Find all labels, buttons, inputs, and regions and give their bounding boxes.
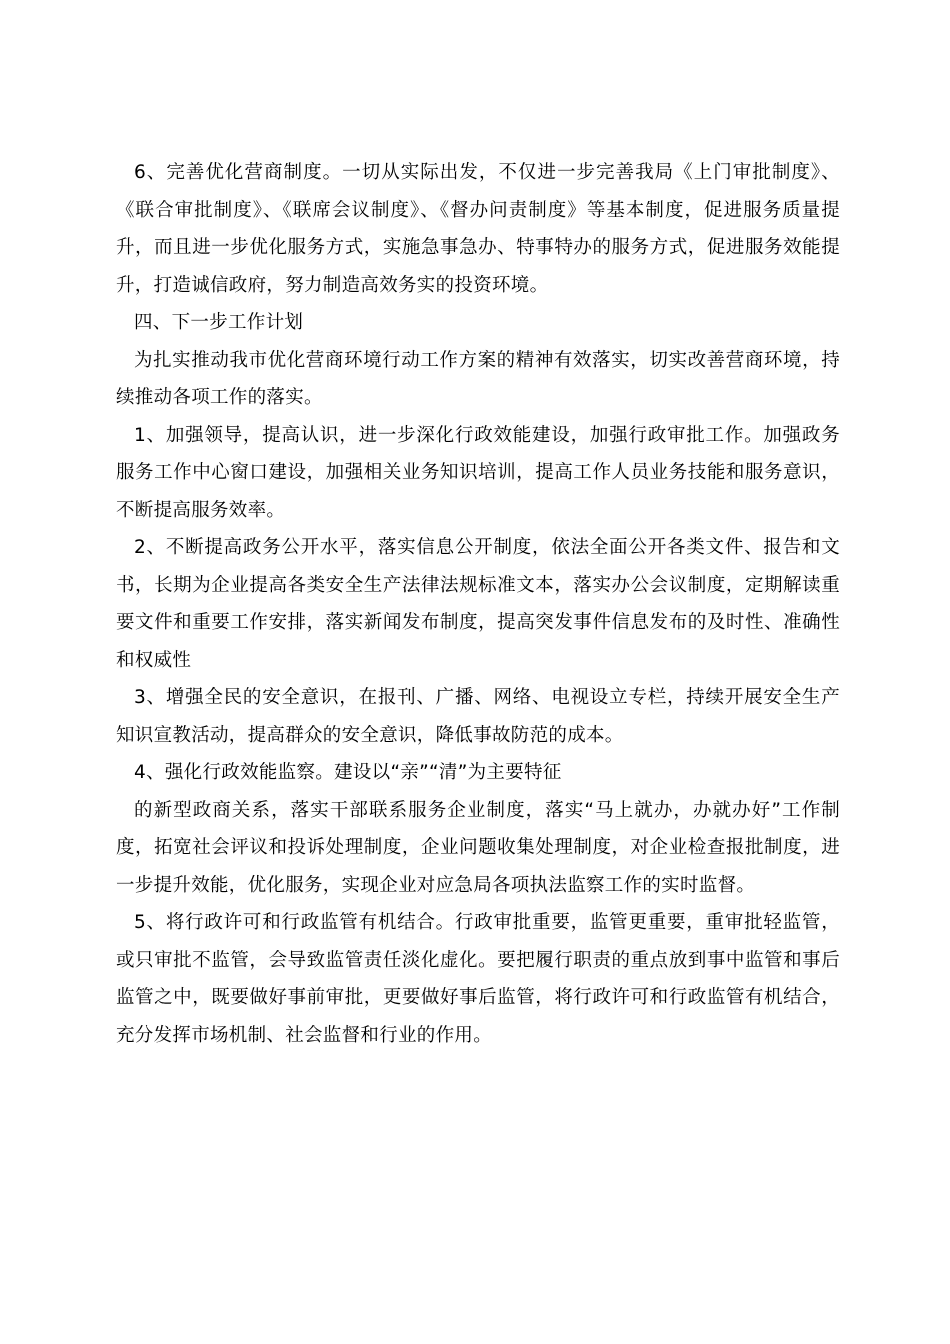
paragraph-item-3-safety-awareness: 3、增强全民的安全意识，在报刊、广播、网络、电视设立专栏，持续开展安全生产知识宣教活动，提高群众的安全意识，降低事故防范的成本。 <box>116 687 840 746</box>
paragraph-intro-next-steps: 为扎实推动我市优化营商环境行动工作方案的精神有效落实，切实改善营商环境，持续推动各项工作的落实。 <box>116 349 840 408</box>
paragraph-item-2-transparency: 2、不断提高政务公开水平，落实信息公开制度，依法全面公开各类文件、报告和文书，长期为企业提高各类安全生产法律法规标准文本，落实办公会议制度，定期解读重要文件和重要工作安排，落实新闻发布制度，提高突发事件信息发布的及时性、准确性和权威性 <box>116 537 840 671</box>
paragraph-item-4-supervision: 4、强化行政效能监察。建设以“亲”“清”为主要特征 <box>134 762 562 783</box>
paragraph-item-5-permits-regulation: 5、将行政许可和行政监管有机结合。行政审批重要，监管更重要，重审批轻监管，或只审批不监管，会导致监管责任淡化虚化。要把履行职责的重点放到事中监管和事后监管之中，既要做好事前审批，更要做好事后监管，将行政许可和行政监管有机结合，充分发挥市场机制、社会监督和行业的作用。 <box>116 912 840 1046</box>
document-body <box>116 154 840 1054</box>
section-heading-next-steps: 四、下一步工作计划 <box>134 312 304 333</box>
paragraph-item-1-leadership: 1、加强领导，提高认识，进一步深化行政效能建设，加强行政审批工作。加强政务服务工作中心窗口建设，加强相关业务知识培训，提高工作人员业务技能和服务意识，不断提高服务效率。 <box>116 424 840 521</box>
paragraph-item-4-continued: 的新型政商关系，落实干部联系服务企业制度，落实“马上就办，办就办好”工作制度，拓宽社会评议和投诉处理制度，企业问题收集处理制度，对企业检查报批制度，进一步提升效能，优化服务，实现企业对应急局各项执法监察工作的实时监督。 <box>116 799 840 896</box>
paragraph-item-6-business-system: 6、完善优化营商制度。一切从实际出发，不仅进一步完善我局《上门审批制度》、《联合审批制度》、《联席会议制度》、《督办问责制度》等基本制度，促进服务质量提升，而且进一步优化服务方式，实施急事急办、特事特办的服务方式，促进服务效能提升，打造诚信政府，努力制造高效务实的投资环境。 <box>116 162 840 296</box>
